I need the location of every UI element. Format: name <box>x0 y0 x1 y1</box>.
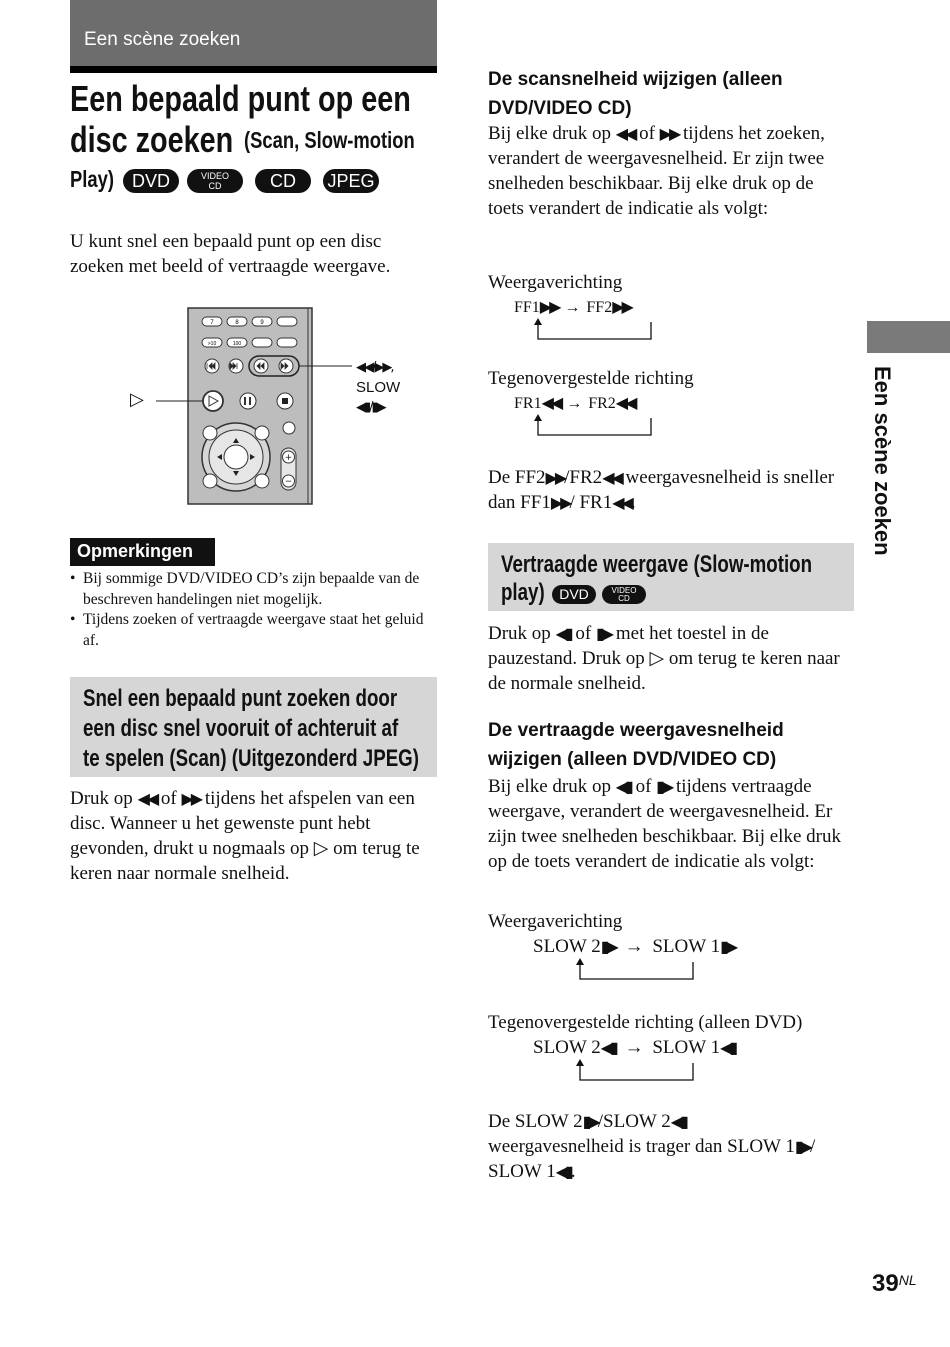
notes-heading: Opmerkingen <box>70 538 215 566</box>
slow-reverse-icon: ◀▮ <box>670 1112 686 1131</box>
scan-slow-callout: ◀◀/▶▶, SLOW ◀▮/▮▶ <box>356 360 401 415</box>
fr-direction-label: Tegenovergestelde richting <box>488 368 694 389</box>
slow-reverse-icon: ◀▮ <box>555 624 571 643</box>
slow-reverse-icon: ◀▮ <box>615 777 631 796</box>
slow-section-body: Druk op ◀▮ of ▮▶ met het toestel in de pauzestand. Druk op ▷ om terug te keren naar de normale snelheid. <box>488 623 840 694</box>
page-title-play: Play) <box>70 166 114 192</box>
note-item: • Bij sommige DVD/VIDEO CD’s zijn bepaalde van de beschreven handelingen niet mogelijk. <box>70 569 438 610</box>
notes-list <box>70 569 438 651</box>
slow-heading-line2: play) <box>501 579 545 606</box>
rewind-icon: ◀◀ <box>612 493 631 512</box>
rewind-icon: ◀◀ <box>541 393 561 412</box>
svg-text:100: 100 <box>232 341 242 347</box>
slow-reverse-sequence: SLOW 2◀▮ → SLOW 1◀▮ <box>533 1037 736 1058</box>
svg-text:+: + <box>284 453 293 463</box>
scan-section-body: Druk op ◀◀ of ▶▶ tijdens het afspelen van een disc. Wanneer u het gewenste punt hebt gevonden, drukt u nogmaals op ▷ om terug te keren naar normale snelheid. <box>70 788 420 884</box>
fast-forward-icon: ▶▶ <box>612 297 631 316</box>
play-icon: ▷ <box>649 647 665 669</box>
page-title-subtitle: (Scan, Slow-motion <box>244 127 415 153</box>
rewind-icon: ◀◀ <box>137 789 157 808</box>
scan-speed-heading: De scansnelheid wijzigen (alleen DVD/VIDEO CD) <box>488 69 783 119</box>
badge-jpeg: JPEG <box>323 169 379 193</box>
fast-forward-icon: ▶▶ <box>181 789 201 808</box>
svg-text:8: 8 <box>235 320 239 326</box>
ff-direction-label: Weergaverichting <box>488 272 623 293</box>
fast-forward-icon: ▶▶ <box>550 493 570 512</box>
slow-forward-icon: ▮▶ <box>600 937 616 956</box>
badge-dvd: DVD <box>123 169 179 193</box>
play-callout-label: ▷ <box>130 389 144 410</box>
slow-disc-badges <box>552 585 646 604</box>
note-item: • Tijdens zoeken of vertraagde weergave staat het geluid af. <box>70 610 438 651</box>
fast-forward-icon: ▶▶ <box>545 468 565 487</box>
title-line3 <box>70 166 118 193</box>
slow-forward-label: Weergaverichting <box>488 911 623 932</box>
ff-cycle-arrow <box>530 318 660 344</box>
svg-text:>10: >10 <box>207 341 217 347</box>
slow-forward-sequence: SLOW 2▮▶ → SLOW 1▮▶ <box>533 936 736 957</box>
side-tab <box>867 321 950 353</box>
page-number: 39NL <box>872 1270 917 1297</box>
fast-forward-icon: ▶▶ <box>539 297 559 316</box>
slow-forward-icon: ▮▶ <box>794 1137 811 1156</box>
badge-video-cd: VIDEO CD <box>187 169 243 193</box>
scan-section-box <box>70 677 437 777</box>
slow-forward-icon: ▮▶ <box>720 937 736 956</box>
svg-text:−: − <box>284 477 293 487</box>
slow-speed-body: Bij elke druk op ◀▮ of ▮▶ tijdens vertraagde weergave, verandert de weergavesnelheid. Er zijn twee snelheden beschikbaar. Bij elke druk op de toets verandert de indicatie als volgt: <box>488 776 841 872</box>
side-tab-label: Een scène zoeken <box>870 366 895 556</box>
slow-reverse-icon: ◀▮ <box>720 1038 736 1057</box>
badge-video-cd: VIDEO CD <box>602 585 646 604</box>
scan-heading-line1: Snel een bepaald punt zoeken door <box>83 685 398 712</box>
fr-sequence: FR1◀◀ → FR2◀◀ <box>514 393 635 412</box>
section-header-label: Een scène zoeken <box>84 29 241 50</box>
header-rule <box>70 66 437 73</box>
slow-speed-note: De SLOW 2▮▶/SLOW 2◀▮ weergavesnelheid is trager dan SLOW 1▮▶/ SLOW 1◀▮. <box>488 1111 816 1182</box>
slow-reverse-label: Tegenovergestelde richting (alleen DVD) <box>488 1012 803 1033</box>
slow-reverse-cycle-arrow <box>572 1059 702 1085</box>
scan-speed-note: De FF2▶▶/FR2◀◀ weergavesnelheid is sneller dan FF1▶▶/ FR1◀◀. <box>488 467 835 513</box>
rewind-icon: ◀◀ <box>602 468 621 487</box>
play-icon: ▷ <box>313 837 329 859</box>
slow-section-box <box>488 543 854 611</box>
rewind-icon: ◀◀ <box>615 393 635 412</box>
slow-forward-cycle-arrow <box>572 958 702 984</box>
title-disc-badges <box>123 169 387 193</box>
slow-forward-icon: ▮▶ <box>582 1112 598 1131</box>
badge-dvd: DVD <box>552 585 596 604</box>
svg-text:9: 9 <box>260 320 264 326</box>
fr-cycle-arrow <box>530 414 660 440</box>
fast-forward-icon: ▶▶ <box>659 124 679 143</box>
scan-speed-body: Bij elke druk op ◀◀ of ▶▶ tijdens het zoeken, verandert de weergavesnelheid. Er zijn twee snelheden beschikbaar. Bij elke druk op de toets verandert de indicatie als volgt: <box>488 123 825 219</box>
slow-forward-icon: ▮▶ <box>596 624 612 643</box>
slow-reverse-icon: ◀▮ <box>600 1038 616 1057</box>
scan-heading-line2: een disc snel vooruit of achteruit af <box>83 715 399 742</box>
scan-heading-line3: te spelen (Scan) (Uitgezonderd JPEG) <box>83 745 419 772</box>
ff-sequence: FF1▶▶ → FF2▶▶ <box>514 297 631 316</box>
rewind-icon: ◀◀ <box>615 124 635 143</box>
badge-cd: CD <box>255 169 311 193</box>
slow-speed-heading: De vertraagde weergavesnelheid wijzigen (alleen DVD/VIDEO CD) <box>488 720 784 770</box>
page-title-line1: Een bepaald punt op een <box>70 78 411 119</box>
intro-text: U kunt snel een bepaald punt op een disc zoeken met beeld of vertraagde weergave. <box>70 231 391 277</box>
svg-text:7: 7 <box>210 320 214 326</box>
slow-forward-icon: ▮▶ <box>656 777 672 796</box>
slow-reverse-icon: ◀▮ <box>555 1162 571 1181</box>
section-header-bar <box>70 0 437 66</box>
page-title-main: disc zoeken <box>70 119 234 160</box>
slow-heading-line1: Vertraagde weergave (Slow-motion <box>501 551 813 578</box>
